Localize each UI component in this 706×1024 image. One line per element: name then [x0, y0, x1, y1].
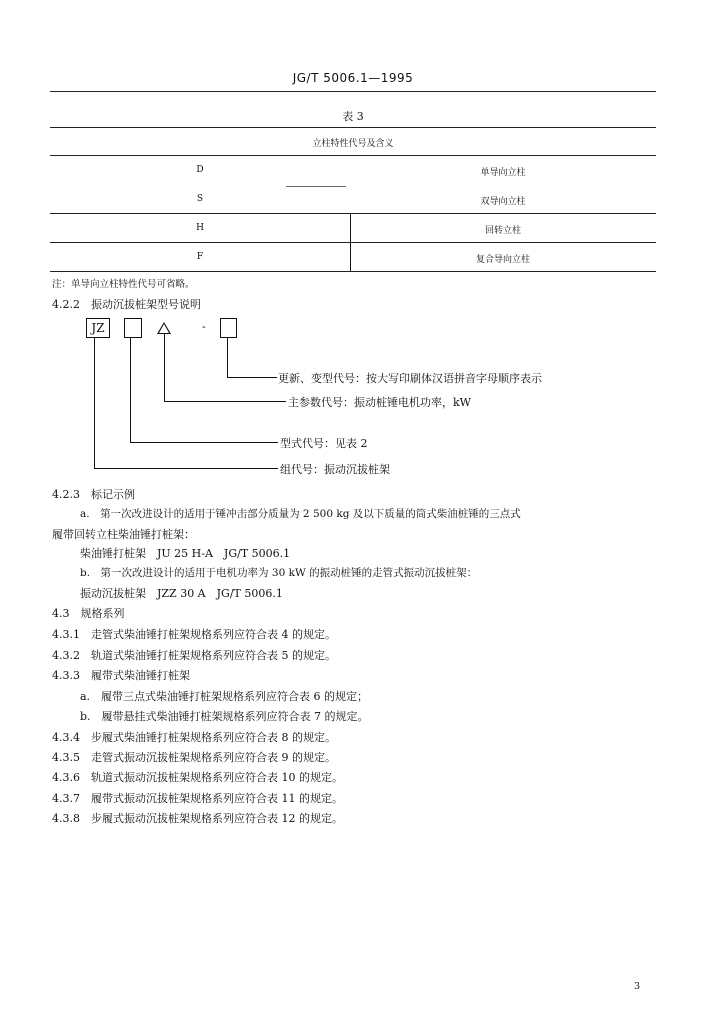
document-header: JG/T 5006.1—1995 [292, 71, 414, 85]
table-row-rule [50, 213, 656, 214]
table-row-code: D [196, 165, 204, 175]
variant-code-box [220, 318, 237, 338]
table-header: 立柱特性代号及含义 [312, 139, 394, 149]
table-row-code: S [196, 194, 204, 204]
spec-item: 4.3.7 履带式振动沉拔桩架规格系列应符合表 11 的规定。 [52, 792, 343, 805]
connector-line [164, 334, 165, 401]
label-main-param: 主参数代号：振动桩锤电机功率，kW [288, 396, 471, 409]
connector-line [227, 377, 277, 378]
label-type-code: 型式代号：见表 2 [280, 437, 368, 450]
connector-line [227, 337, 228, 377]
spec-item: 4.3.2 轨道式柴油锤打桩架规格系列应符合表 5 的规定。 [52, 649, 336, 662]
table-row-meaning: 复合导向立柱 [475, 255, 530, 265]
spec-item: 4.3.5 走管式振动沉拔桩架规格系列应符合表 9 的规定。 [52, 751, 336, 764]
example-a-text-cont: 履带回转立柱柴油锤打桩架： [52, 528, 195, 541]
connector-line [130, 442, 278, 443]
spec-item: 4.3.4 步履式柴油锤打桩架规格系列应符合表 8 的规定。 [52, 731, 336, 744]
table-title: 表 3 [342, 110, 364, 123]
connector-line [130, 337, 131, 442]
label-variant-code: 更新、变型代号：按大写印刷体汉语拼音字母顺序表示 [278, 372, 542, 385]
spec-item: 4.3.1 走管式柴油锤打桩架规格系列应符合表 4 的规定。 [52, 628, 336, 641]
connector-line [94, 337, 95, 468]
table-column-divider [350, 214, 351, 271]
table-row-code: F [196, 252, 204, 262]
group-code-box: JZ [86, 318, 110, 338]
section-heading: 4.2.2 振动沉拔桩架型号说明 [52, 298, 201, 311]
table-row-code: H [196, 223, 204, 233]
connector-line [94, 468, 278, 469]
type-code-box [124, 318, 142, 338]
table-note: 注：单导向立柱特性代号可省略。 [52, 279, 195, 290]
spec-sub-item: a. 履带三点式柴油锤打桩架规格系列应符合表 6 的规定； [80, 690, 369, 703]
separator-dash: - [202, 320, 206, 333]
example-b-text: b. 第一次改进设计的适用于电机功率为 30 kW 的振动桩锤的走管式振动沉拔桩架： [80, 567, 478, 579]
page-number: 3 [634, 981, 641, 992]
table-row-rule [50, 242, 656, 243]
spec-item: 4.3.3 履带式柴油锤打桩架 [52, 669, 190, 682]
example-a-marking: 柴油锤打桩架 JU 25 H-A JG/T 5006.1 [80, 547, 291, 560]
triangle-icon [157, 322, 171, 334]
example-a-text: a. 第一次改进设计的适用于锤冲击部分质量为 2 500 kg 及以下质量的筒式柴油桩锤的三点式 [80, 508, 521, 520]
table-row-meaning: 回转立柱 [484, 226, 521, 236]
connector-line [164, 401, 286, 402]
example-b-marking: 振动沉拔桩架 JZZ 30 A JG/T 5006.1 [80, 587, 283, 600]
label-group-code: 组代号：振动沉拔桩架 [280, 463, 390, 476]
header-rule [50, 91, 656, 92]
table-row-meaning: 单导向立柱 [480, 168, 526, 178]
section-heading: 4.2.3 标记示例 [52, 488, 135, 501]
table-header-rule [50, 155, 656, 156]
spec-item: 4.3.6 轨道式振动沉拔桩架规格系列应符合表 10 的规定。 [52, 771, 343, 784]
table-top-rule [50, 127, 656, 128]
section-heading: 4.3 规格系列 [52, 607, 125, 620]
spec-sub-item: b. 履带悬挂式柴油锤打桩架规格系列应符合表 7 的规定。 [80, 710, 369, 723]
table-row-rule [286, 186, 346, 187]
spec-item: 4.3.8 步履式振动沉拔桩架规格系列应符合表 12 的规定。 [52, 812, 343, 825]
table-row-meaning: 双导向立柱 [480, 197, 526, 207]
table-bottom-rule [50, 271, 656, 272]
